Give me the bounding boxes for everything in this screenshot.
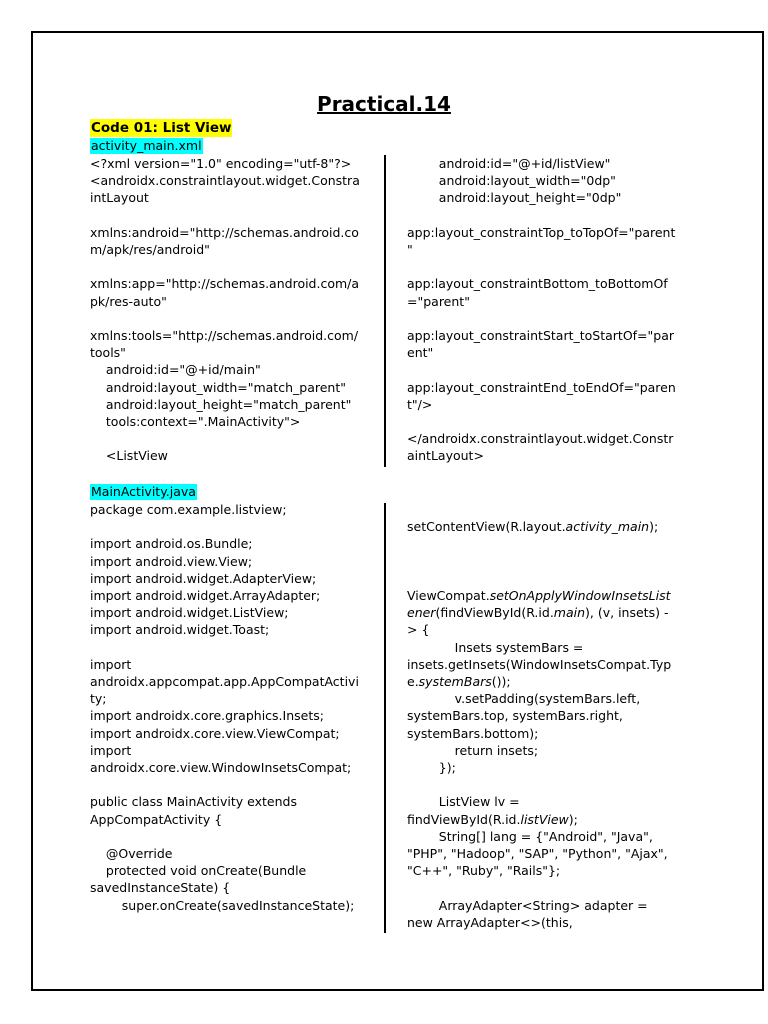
code-line: ty;: [90, 691, 107, 707]
code-line: tools:context=".MainActivity">: [90, 414, 301, 430]
code-line: import: [90, 742, 132, 758]
code-line: systemBars.top, systemBars.right,: [407, 708, 623, 724]
code-line: ": [407, 242, 413, 258]
code-line: new ArrayAdapter<>(this,: [407, 914, 573, 930]
code-line: m/apk/res/android": [90, 242, 210, 258]
code-line: ViewCompat.setOnApplyWindowInsetsList: [407, 588, 671, 604]
code-line: return insets;: [407, 742, 539, 758]
code-line: Insets systemBars =: [407, 639, 584, 655]
code-line: super.onCreate(savedInstanceState);: [90, 897, 355, 913]
code-line: intLayout: [90, 190, 149, 206]
code-line: findViewById(R.id.listView);: [407, 811, 578, 827]
code-line: [90, 258, 360, 275]
code-line: [407, 258, 676, 275]
code-line: <androidx.constraintlayout.widget.Constra: [90, 173, 360, 189]
code-line: <?xml version="1.0" encoding="utf-8"?>: [90, 156, 352, 171]
code-line: savedInstanceState) {: [90, 880, 231, 896]
code-line: import android.widget.AdapterView;: [90, 570, 317, 586]
code-line: tools": [90, 345, 126, 361]
code-line: xmlns:tools="http://schemas.android.com/: [90, 328, 359, 344]
code-line: import: [90, 656, 132, 672]
code-line: import androidx.core.view.ViewCompat;: [90, 725, 340, 741]
code-line: android:layout_width="0dp": [407, 173, 616, 189]
code-line: protected void onCreate(Bundle: [90, 863, 307, 879]
code-line: systemBars.bottom);: [407, 725, 539, 741]
code-line: xmlns:android="http://schemas.android.co: [90, 224, 359, 240]
code-line: xmlns:app="http://schemas.android.com/a: [90, 276, 360, 292]
code-line: android:layout_height="match_parent": [90, 396, 352, 412]
code-line: aintLayout>: [407, 448, 484, 464]
code-line: import android.view.View;: [90, 553, 253, 569]
code-line: import android.widget.ListView;: [90, 605, 289, 621]
code-line: app:layout_constraintEnd_toEndOf="paren: [407, 379, 676, 395]
code-line: > {: [407, 622, 430, 638]
filename-mainactivity-java: MainActivity.java: [91, 484, 196, 499]
code-line: ="parent": [407, 293, 470, 309]
code-line: [90, 310, 360, 327]
code-line: app:layout_constraintTop_toTopOf="parent: [407, 224, 676, 240]
code-line: android:id="@+id/listView": [407, 156, 611, 171]
code-line: [90, 776, 359, 793]
code-line: [407, 501, 671, 518]
code-line: import androidx.core.graphics.Insets;: [90, 708, 324, 724]
xml-code-right-column: [407, 155, 676, 465]
code-line: String[] lang = {"Android", "Java",: [407, 828, 653, 844]
code-heading: Code 01: List View: [91, 120, 232, 136]
code-line: [407, 207, 676, 224]
column-divider: [384, 503, 386, 933]
code-line: android:layout_width="match_parent": [90, 379, 346, 395]
java-code-right-column: [407, 501, 671, 931]
code-line: "PHP", "Hadoop", "SAP", "Python", "Ajax",: [407, 846, 668, 862]
code-line: ListView lv =: [407, 794, 520, 810]
code-line: [90, 828, 359, 845]
code-line: import android.os.Bundle;: [90, 536, 253, 552]
code-line: [407, 879, 671, 896]
code-line: [407, 310, 676, 327]
code-line: pk/res-auto": [90, 293, 167, 309]
code-line: </androidx.constraintlayout.widget.Constr: [407, 431, 674, 447]
code-line: androidx.core.view.WindowInsetsCompat;: [90, 760, 352, 776]
code-line: [407, 535, 671, 552]
code-line: import android.widget.ArrayAdapter;: [90, 588, 321, 604]
code-line: [90, 518, 359, 535]
column-divider: [384, 155, 386, 467]
code-line: [407, 570, 671, 587]
code-line: public class MainActivity extends: [90, 794, 297, 810]
code-line: [90, 639, 359, 656]
code-line: [90, 430, 360, 447]
code-line: ent": [407, 345, 434, 361]
code-line: android:layout_height="0dp": [407, 190, 622, 206]
code-line: AppCompatActivity {: [90, 811, 223, 827]
code-line: androidx.appcompat.app.AppCompatActivi: [90, 674, 359, 690]
code-line: insets.getInsets(WindowInsetsCompat.Typ: [407, 656, 672, 672]
page-title: Practical.14: [317, 92, 451, 116]
code-line: ener(findViewById(R.id.main), (v, insets) -: [407, 605, 669, 621]
code-line: setContentView(R.layout.activity_main);: [407, 519, 659, 535]
java-code-left-column: [90, 501, 359, 914]
code-line: [90, 207, 360, 224]
code-line: [407, 776, 671, 793]
code-line: v.setPadding(systemBars.left,: [407, 691, 641, 707]
code-line: import android.widget.Toast;: [90, 622, 270, 638]
code-line: e.systemBars());: [407, 674, 511, 690]
code-line: [407, 413, 676, 430]
code-line: });: [407, 760, 456, 776]
code-line: app:layout_constraintStart_toStartOf="par: [407, 328, 675, 344]
code-line: android:id="@+id/main": [90, 362, 261, 378]
code-line: [407, 553, 671, 570]
xml-code-left-column: [90, 155, 360, 465]
code-line: t"/>: [407, 396, 433, 412]
filename-activity-main-xml: activity_main.xml: [91, 138, 202, 153]
code-line: [407, 361, 676, 378]
code-line: package com.example.listview;: [90, 502, 287, 517]
code-line: <ListView: [90, 448, 168, 464]
code-line: @Override: [90, 846, 173, 862]
code-line: ArrayAdapter<String> adapter =: [407, 897, 648, 913]
code-line: "C++", "Ruby", "Rails"};: [407, 863, 561, 879]
code-line: app:layout_constraintBottom_toBottomOf: [407, 276, 668, 292]
